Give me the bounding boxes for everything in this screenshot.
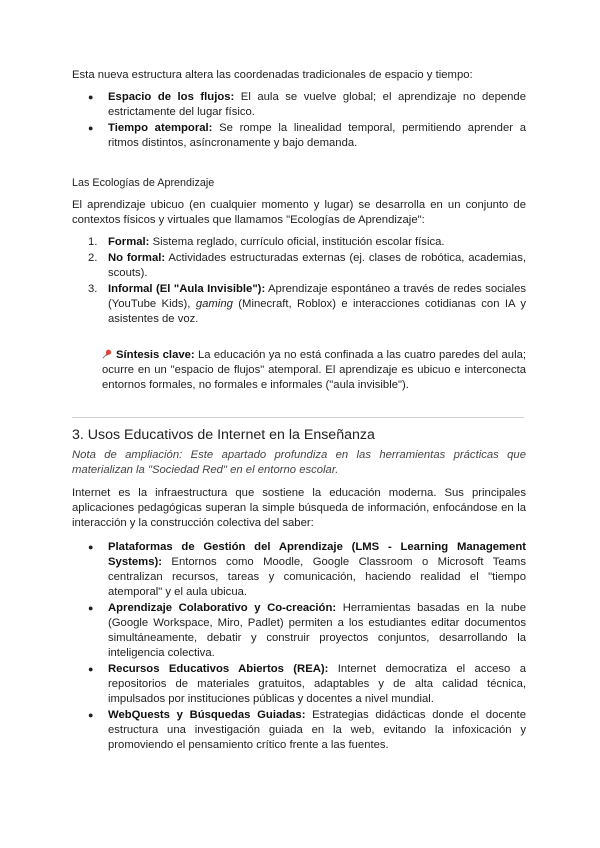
list-item — [72, 601, 526, 661]
bullet-icon: ● — [88, 123, 94, 133]
intro-paragraph: Esta nueva estructura altera las coordenadas tradicionales de espacio y tiempo: — [72, 69, 473, 81]
list-item-term: Formal: — [108, 236, 150, 248]
list-item-text: El aula se vuelve global; el aprendizaje no depende estrictamente del lugar físico. — [108, 91, 526, 118]
bullet-icon: ● — [88, 92, 94, 102]
list-item-term: Informal (El "Aula Invisible"): — [108, 283, 266, 295]
list-item-term: No formal: — [108, 252, 166, 264]
page-content — [72, 64, 526, 754]
list-item-text: Sistema reglado, currículo oficial, institución escolar física. — [149, 236, 445, 248]
list-item — [72, 708, 526, 753]
bullet-list-uses — [72, 540, 526, 753]
list-item — [72, 540, 526, 600]
bullet-icon: ● — [88, 542, 94, 552]
list-item-term: Espacio de los flujos: — [108, 91, 235, 103]
ecologias-paragraph: El aprendizaje ubicuo (en cualquier momento y lugar) se desarrolla en un conjunto de contextos físicos y virtuales que llamamos "Ecologías de Aprendizaje": — [72, 199, 526, 226]
list-item-term: Aprendizaje Colaborativo y Co-creación: — [108, 602, 337, 614]
list-item-term: WebQuests y Búsquedas Guiadas: — [108, 709, 306, 721]
section-heading-ecologias: Las Ecologías de Aprendizaje — [72, 177, 215, 189]
internet-paragraph: Internet es la infraestructura que sostiene la educación moderna. Sus principales aplicaciones pedagógicas superan la simple búsqueda de información, enfocándose en la interacción y la construcción colectiva del saber: — [72, 487, 526, 529]
pushpin-icon — [102, 349, 112, 359]
bullet-icon: ● — [88, 664, 94, 674]
numbered-list-ecologias — [72, 235, 526, 327]
list-item-text: Aprendizaje espontáneo a través de redes sociales (YouTube Kids), — [108, 283, 526, 310]
list-item-text: Estrategias didácticas donde el docente estructura una investigación guiada en la web, evitando la infoxicación y promoviendo el pensamiento crítico frente a las fuentes. — [108, 709, 526, 751]
list-item — [72, 251, 526, 281]
bullet-icon: ● — [88, 710, 94, 720]
list-number: 3. — [88, 283, 98, 295]
list-item — [72, 90, 526, 120]
bullet-list-flows — [72, 90, 526, 151]
bullet-icon: ● — [88, 603, 94, 613]
synthesis-box — [72, 348, 526, 393]
extension-note: Nota de ampliación: Este apartado profundiza en las herramientas prácticas que materializan la "Sociedad Red" en el entorno escolar. — [72, 449, 526, 476]
list-item-term: Plataformas de Gestión del Aprendizaje (LMS - Learning Management Systems): — [108, 541, 526, 568]
section-divider — [72, 417, 524, 418]
list-item-text: Actividades estructuradas externas (ej. clases de robótica, academias, scouts). — [108, 252, 526, 279]
list-item-term: Recursos Educativos Abiertos (REA): — [108, 663, 329, 675]
list-item-text: (Minecraft, Roblox) e interacciones cotidianas con IA y asistentes de voz. — [108, 298, 526, 325]
list-item — [72, 235, 526, 250]
synthesis-label: Síntesis clave: — [116, 349, 195, 361]
list-item-term: Tiempo atemporal: — [108, 122, 213, 134]
list-item-text: Herramientas basadas en la nube (Google Workspace, Miro, Padlet) permiten a los estudiantes editar documentos simultáneamente, debatir y construir proyectos conjuntos, desarrollando la inteligencia colectiva. — [108, 602, 526, 659]
list-item-italic: gaming — [195, 298, 233, 310]
list-item-text: Internet democratiza el acceso a repositorios de materiales gratuitos, adaptables y de alta calidad técnica, impulsados por instituciones públicas y docentes a nivel mundial. — [108, 663, 526, 705]
list-item-text: Se rompe la linealidad temporal, permitiendo aprender a ritmos distintos, asíncronamente y bajo demanda. — [108, 122, 526, 149]
list-item-text: Entornos como Moodle, Google Classroom o Microsoft Teams centralizan recursos, tareas y comunicación, haciendo realidad el "tiempo atemporal" y el aula ubicua. — [108, 556, 526, 598]
section-title: 3. Usos Educativos de Internet en la Enseñanza — [72, 427, 375, 443]
list-item — [72, 121, 526, 151]
list-number: 1. — [88, 236, 98, 248]
list-item — [72, 282, 526, 327]
list-number: 2. — [88, 252, 98, 264]
synthesis-text: La educación ya no está confinada a las cuatro paredes del aula; ocurre en un "espacio de flujos" atemporal. El aprendizaje es ubicuo e interconecta entornos formales, no formales e informales ("aula invisible"). — [102, 349, 527, 391]
list-item — [72, 662, 526, 707]
